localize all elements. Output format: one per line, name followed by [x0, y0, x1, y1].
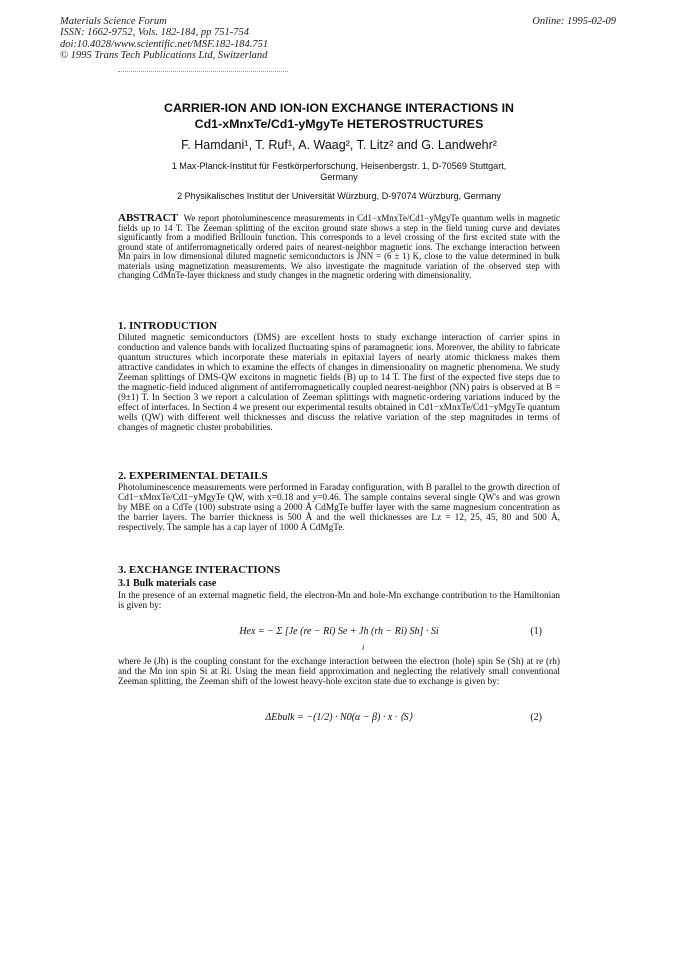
affiliation-1-line-1: Max-Planck-Institut für Festkörperforschung, Heisenbergstr. 1, D-70569 Stuttgart, — [179, 161, 507, 171]
equation-1-sum-index: i — [362, 643, 365, 652]
introduction-text: Diluted magnetic semiconductors (DMS) are excellent hosts to study exchange interaction of carrier spins in conduction and valence bands with localized fluctuating spins of paramagnetic ions. Moreover, the ability to fabricate quantum structures which incorporate these materials in epitaxial layers of nearly atomic thickness makes them attractive candidates in which to examine the effects of changes in dimensionality on magnetic phenomena. We study Zeeman splittings of DMS-QW excitons in magnetic fields (B) up to 14 T. The first of the expected five steps due to the magnetic-field induced alignment of antiferromagnetically coupled nearest-neighbor (NN) pairs is observed at B = (9±1) T. In Section 3 we report a calculation of Zeeman splittings with magnetic-ordering variations induced by the effect of interfaces. In Section 4 we present our experimental results obtained in Cd1−xMnxTe/Cd1−yMgyTe quantum wells (QW) with different well thicknesses and discuss the relative variation of the step magnitudes in terms of changes of magnetic cluster probabilities. — [118, 333, 560, 433]
equation-2 — [118, 712, 560, 728]
introduction-heading: 1. INTRODUCTION — [118, 320, 218, 332]
exchange-text-2: where Je (Jh) is the coupling constant for the exchange interaction between the electron (hole) spin Se (Sh) at re (rh) and the Mn ion spin Si at Ri. Using the mean field approximation and neglecting the relatively small conventional Zeeman splitting, the Zeeman shift of the lowest heavy-hole exciton state due to exchange is given by: — [118, 657, 560, 687]
equation-1-number: (1) — [530, 626, 542, 637]
title-line-1: CARRIER-ION AND ION-ION EXCHANGE INTERACTIONS IN — [164, 101, 514, 115]
author-list: F. Hamdani¹, T. Ruf¹, A. Waag², T. Litz² and G. Landwehr² — [181, 138, 497, 152]
affiliation-1-line-2: Germany — [320, 172, 358, 182]
abstract-heading: ABSTRACT — [118, 212, 178, 224]
abstract-text: We report photoluminescence measurements in Cd1−xMnxTe/Cd1−yMgyTe quantum wells in magnetic fields up to 14 T. The Zeeman splitting of the exciton ground state shows a step in the field tuning curve and deviates significantly from a modified Brillouin function. This corresponds to a level crossing of the first excited state with the ground state of antiferromagnetically ordered pairs of nearest-neighbor magnetic ions. The exchange interaction between Mn pairs in low dimensional diluted magnetic semiconductors is JNN = (6 ± 1) K, close to the value determined in bulk materials using magnetization measurements. We also investigate the magnitude variation of the observed step with changing CdMnTe-layer thickness and study changes in the magnetic ordering with dimensionality. — [118, 213, 560, 281]
affiliation-1 — [100, 161, 578, 183]
equation-2-body: ΔEbulk = −(1/2) · N0(α − β) · x · ⟨S⟩ — [265, 712, 413, 723]
copyright-line: © 1995 Trans Tech Publications Ltd, Switzerland — [60, 49, 268, 61]
affiliation-2-mark: 2 — [177, 191, 183, 201]
bulk-case-subheading: 3.1 Bulk materials case — [118, 578, 217, 589]
journal-header — [60, 16, 268, 61]
experimental-heading: 2. EXPERIMENTAL DETAILS — [118, 470, 268, 482]
equation-1-body: Hex = − Σ [Je (re − Ri) Se + Jh (rh − Ri) Sh] · Si — [239, 626, 439, 637]
paper-title — [100, 100, 578, 132]
exchange-heading: 3. EXCHANGE INTERACTIONS — [118, 564, 281, 576]
affiliation-2 — [100, 191, 578, 202]
online-date: Online: 1995-02-09 — [532, 16, 616, 27]
journal-name: Materials Science Forum — [60, 16, 167, 27]
affiliation-2-line-1: Physikalisches Institut der Universität Würzburg, D-97074 Würzburg, Germany — [184, 191, 501, 201]
exchange-text-1: In the presence of an external magnetic field, the electron-Mn and hole-Mn exchange contribution to the Hamiltonian is given by: — [118, 591, 560, 611]
equation-2-number: (2) — [530, 712, 542, 723]
doi-line: doi:10.4028/www.scientific.net/MSF.182-184.751 — [60, 38, 269, 50]
title-line-2: Cd1-xMnxTe/Cd1-yMgyTe HETEROSTRUCTURES — [194, 117, 484, 131]
experimental-text: Photoluminescence measurements were performed in Faraday configuration, with B parallel to the growth direction of Cd1−xMnxTe/Cd1−yMgyTe QW, with x=0.18 and y=0.46. The sample contains several single QW's and was grown by MBE on a CdTe (100) substrate using a 2000 Å CdMgTe buffer layer with the same magnesium concentration as the barrier layers. The barrier thickness is 500 Å and the well thicknesses are Lz = 12, 25, 45, 80 and 500 Å, respectively. The sample has a cap layer of 1000 Å CdMgTe. — [118, 483, 560, 533]
abstract — [118, 214, 560, 281]
equation-1 — [118, 626, 560, 652]
issn-line: ISSN: 1662-9752, Vols. 182-184, pp 751-754 — [60, 27, 249, 39]
affiliation-1-mark: 1 — [171, 161, 177, 171]
header-rule — [118, 71, 288, 72]
